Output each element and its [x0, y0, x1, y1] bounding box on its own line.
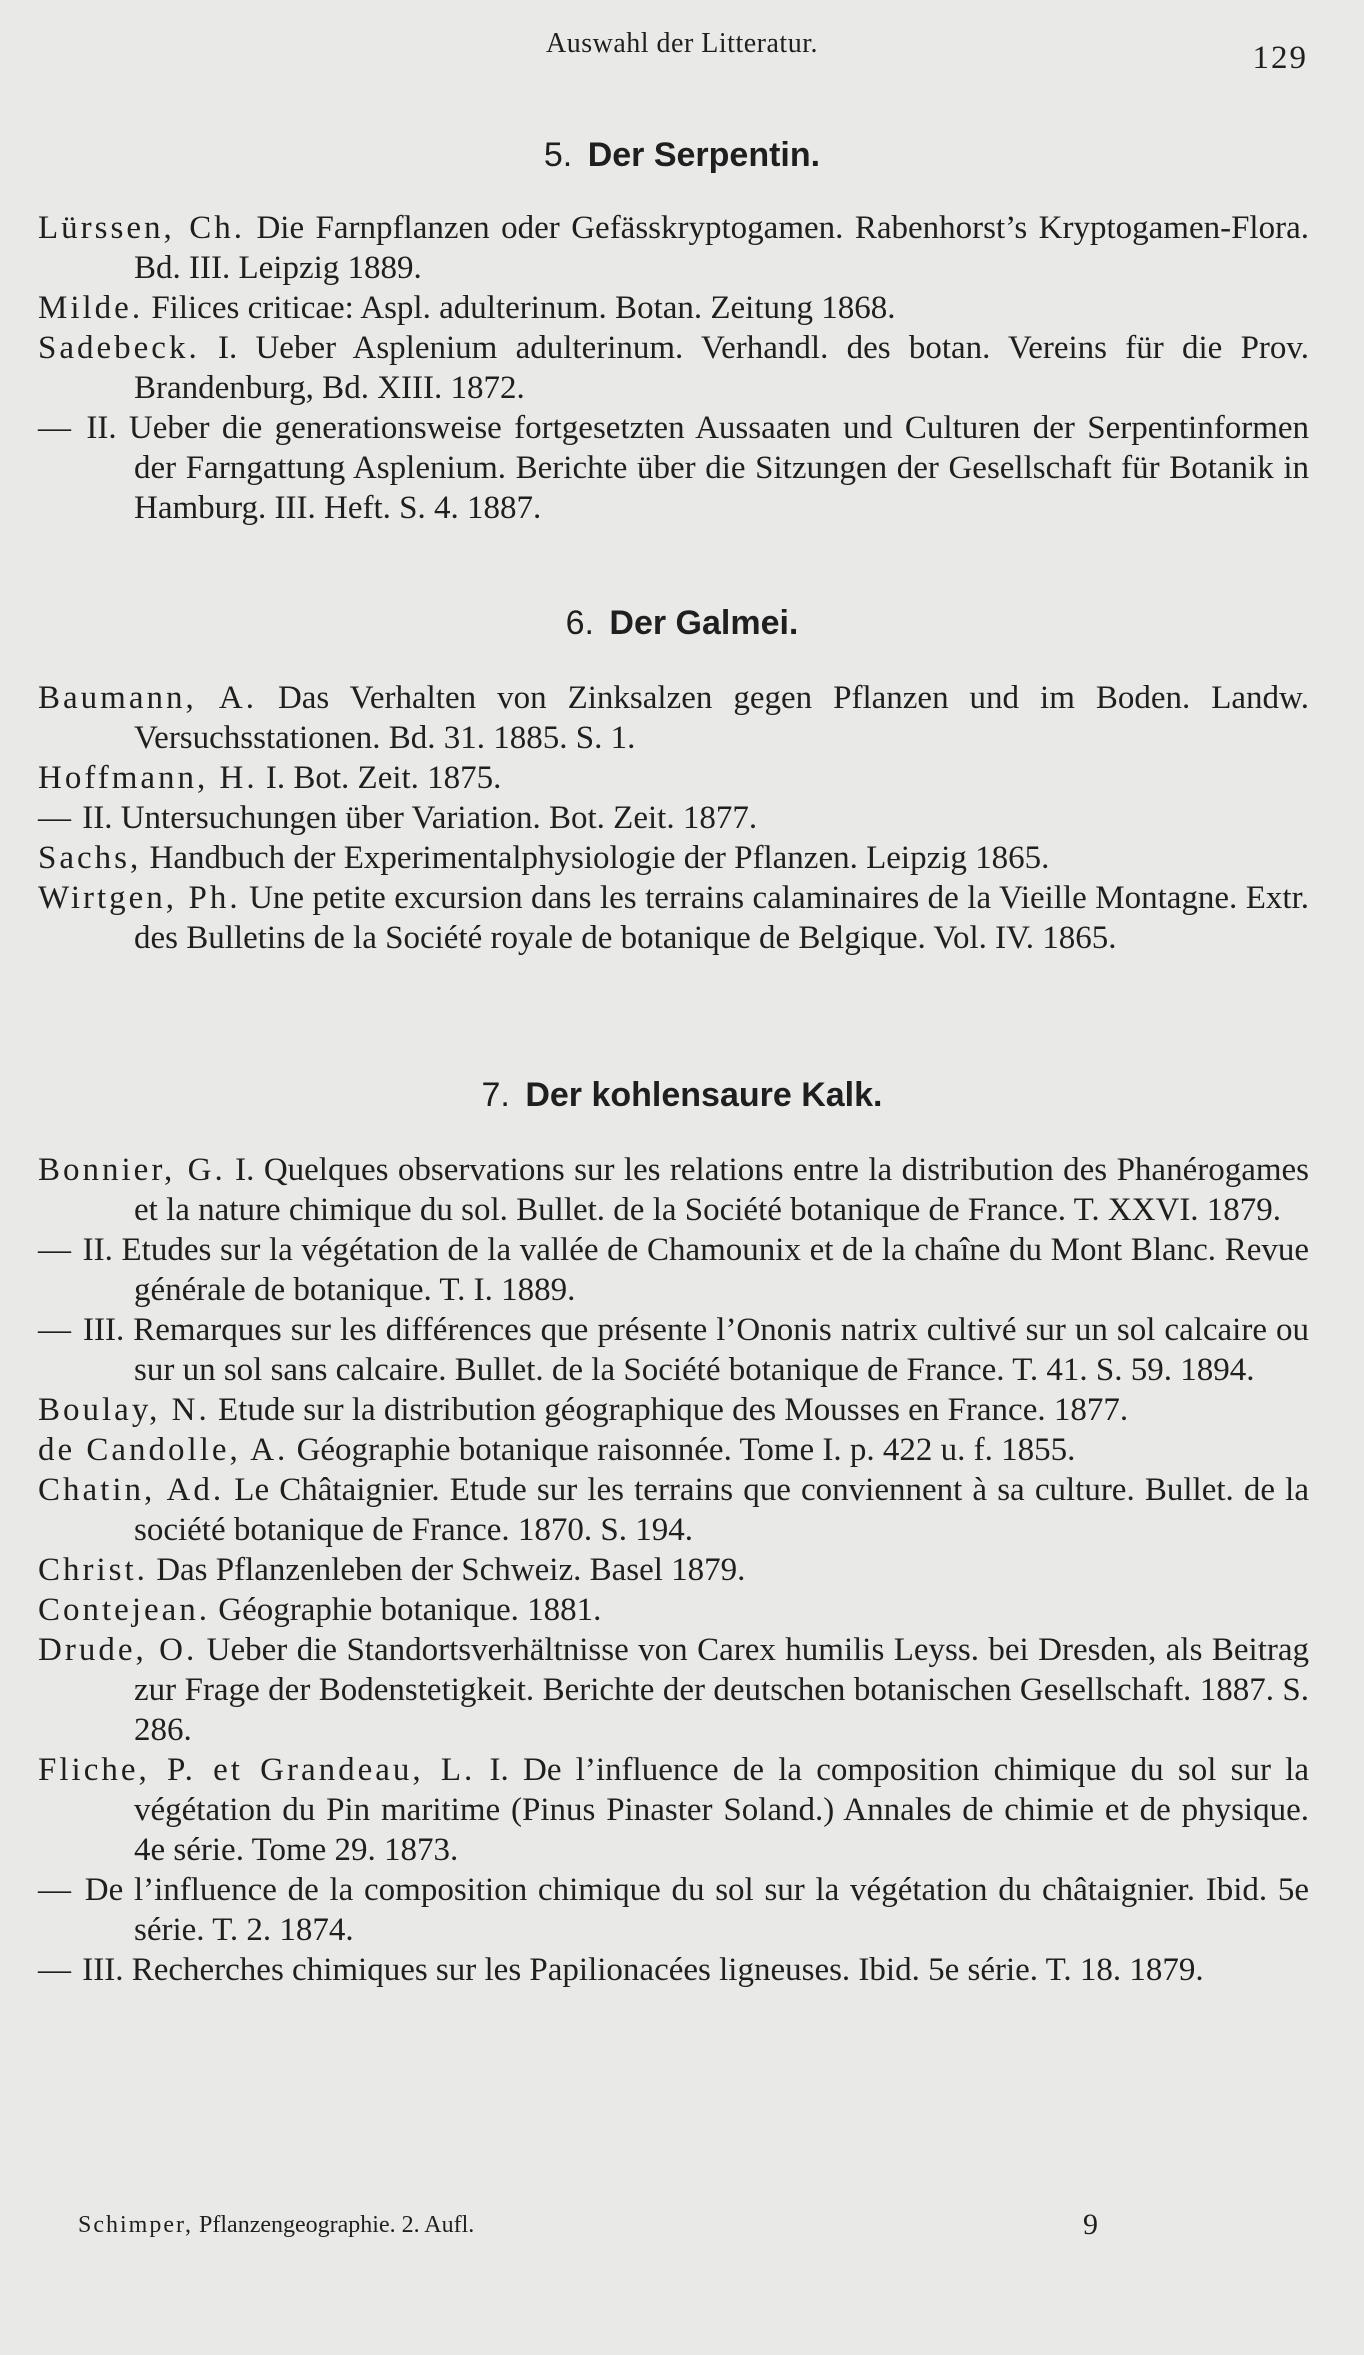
- footer-author: Schimper,: [78, 2212, 194, 2238]
- entry-text: III. Remarques sur les différences que présente l’Ononis natrix cultivé sur un sol calcaire ou sur un sol sans calcaire. Bullet. de la Société botanique de France. T. 41. S. 59. 1894.: [83, 1312, 1309, 1388]
- entry-author: Lürssen, Ch.: [38, 210, 245, 246]
- section-title: Der kohlensaure Kalk.: [525, 1076, 883, 1114]
- bibliography-entry: [38, 1150, 1309, 1230]
- entry-text: I. Ueber Asplenium adulterinum. Verhandl. des botan. Vereins für die Prov. Brandenburg, Bd. XIII. 1872.: [134, 330, 1310, 406]
- bibliography-entry: [38, 1230, 1309, 1310]
- bibliography-entry: [38, 288, 1309, 328]
- entry-author: Boulay, N.: [38, 1392, 210, 1428]
- bibliography-entry: [38, 1310, 1309, 1390]
- entry-author: de Candolle, A.: [38, 1432, 289, 1468]
- section-number: 6.: [565, 604, 594, 642]
- sheet-signature: 9: [1083, 2208, 1098, 2241]
- bibliography-entry: [38, 838, 1309, 878]
- entry-author: Christ.: [38, 1552, 148, 1588]
- section-entries-kohlensaure-kalk: [38, 1150, 1309, 1990]
- entry-author: Hoffmann, H.: [38, 760, 258, 796]
- page-number: 129: [1252, 40, 1308, 76]
- entry-author: —: [38, 1952, 74, 1988]
- entry-text: Das Verhalten von Zinksalzen gegen Pflanzen und im Boden. Landw. Versuchsstationen. Bd. 31. 1885. S. 1.: [134, 680, 1309, 756]
- footer-title: Pflanzengeographie. 2. Aufl.: [199, 2212, 475, 2238]
- entry-author: —: [38, 1232, 74, 1268]
- entry-text: Die Farnpflanzen oder Gefässkryptogamen. Rabenhorst’s Kryptogamen-Flora. Bd. III. Leipzig 1889.: [134, 210, 1309, 286]
- entry-author: Baumann, A.: [38, 680, 257, 716]
- bibliography-entry: [38, 1950, 1309, 1990]
- entry-text: I. Bot. Zeit. 1875.: [265, 760, 502, 796]
- entry-author: Chatin, Ad.: [38, 1472, 225, 1508]
- entry-author: Contejean.: [38, 1592, 211, 1628]
- bibliography-entry: [38, 1750, 1309, 1870]
- section-title: Der Serpentin.: [587, 136, 821, 174]
- entry-text: II. Ueber die generationsweise fortgesetzten Aussaaten und Culturen der Serpentinformen der Farngattung Asplenium. Berichte über die Sitzungen der Gesellschaft für Botanik in Hamburg. III. Heft. S. 4. 1887.: [86, 410, 1310, 526]
- bibliography-entry: [38, 408, 1309, 528]
- entry-text: Filices criticae: Aspl. adulterinum. Botan. Zeitung 1868.: [151, 290, 896, 326]
- entry-text: I. Quelques observations sur les relations entre la distribution des Phanérogames et la nature chimique du sol. Bullet. de la Société botanique de France. T. XXVI. 1879.: [134, 1152, 1310, 1228]
- entry-author: Fliche, P. et Grandeau, L.: [38, 1752, 476, 1788]
- entry-author: —: [38, 1872, 74, 1908]
- bibliography-entry: [38, 328, 1309, 408]
- entry-text: III. Recherches chimiques sur les Papilionacées ligneuses. Ibid. 5e série. T. 18. 1879.: [82, 1952, 1204, 1988]
- entry-author: —: [38, 410, 74, 446]
- entry-author: Milde.: [38, 290, 144, 326]
- bibliography-entry: [38, 1550, 1309, 1590]
- entry-text: II. Etudes sur la végétation de la vallée de Chamounix et de la chaîne du Mont Blanc. Revue générale de botanique. T. I. 1889.: [82, 1232, 1310, 1308]
- entry-author: Drude, O.: [38, 1632, 198, 1668]
- bibliography-entry: [38, 678, 1309, 758]
- bibliography-entry: [38, 878, 1309, 958]
- entry-author: Bonnier, G.: [38, 1152, 226, 1188]
- entry-text: Das Pflanzenleben der Schweiz. Basel 1879.: [156, 1552, 746, 1588]
- section-number: 7.: [481, 1076, 510, 1114]
- entry-text: Géographie botanique raisonnée. Tome I. p. 422 u. f. 1855.: [296, 1432, 1076, 1468]
- entry-text: Le Châtaignier. Etude sur les terrains que conviennent à sa culture. Bullet. de la société botanique de France. 1870. S. 194.: [134, 1472, 1309, 1548]
- running-head: Auswahl der Litteratur.: [546, 28, 818, 59]
- bibliography-entry: [38, 758, 1309, 798]
- entry-author: Wirtgen, Ph.: [38, 880, 241, 916]
- bibliography-entry: [38, 1870, 1309, 1950]
- page-footer: [78, 2208, 1364, 2241]
- entry-author: Sachs,: [38, 840, 142, 876]
- entry-text: Etude sur la distribution géographique des Mousses en France. 1877.: [218, 1392, 1129, 1428]
- entry-text: Géographie botanique. 1881.: [218, 1592, 602, 1628]
- bibliography-entry: [38, 1470, 1309, 1550]
- section-entries-serpentin: [38, 208, 1309, 528]
- bibliography-entry: [38, 1590, 1309, 1630]
- section-entries-galmei: [38, 678, 1309, 958]
- bibliography-entry: [38, 798, 1309, 838]
- section-title: Der Galmei.: [609, 604, 799, 642]
- entry-text: De l’influence de la composition chimique du sol sur la végétation du châtaignier. Ibid. 5e série. T. 2. 1874.: [84, 1872, 1309, 1948]
- entry-author: Sadebeck.: [38, 330, 200, 366]
- entry-text: Handbuch der Experimentalphysiologie der Pflanzen. Leipzig 1865.: [149, 840, 1050, 876]
- section-heading-kohlensaure-kalk: [0, 1076, 1364, 1115]
- bibliography-entry: [38, 1390, 1309, 1430]
- section-heading-serpentin: [0, 136, 1364, 175]
- entry-author: —: [38, 800, 74, 836]
- entry-text: Une petite excursion dans les terrains calaminaires de la Vieille Montagne. Extr. des Bulletins de la Société royale de botanique de Belgique. Vol. IV. 1865.: [134, 880, 1309, 956]
- entry-text: I. De l’influence de la composition chimique du sol sur la végétation du Pin maritime (Pinus Pinaster Soland.) Annales de chimie et de physique. 4e série. Tome 29. 1873.: [134, 1752, 1310, 1868]
- section-heading-galmei: [0, 604, 1364, 643]
- entry-text: Ueber die Standortsverhältnisse von Carex humilis Leyss. bei Dresden, als Beitrag zur Frage der Bodenstetigkeit. Berichte der deutschen botanischen Gesellschaft. 1887. S. 286.: [134, 1632, 1309, 1748]
- section-number: 5.: [543, 136, 573, 174]
- bibliography-entry: [38, 208, 1309, 288]
- entry-text: II. Untersuchungen über Variation. Bot. Zeit. 1877.: [82, 800, 758, 836]
- bibliography-entry: [38, 1430, 1309, 1470]
- bibliography-entry: [38, 1630, 1309, 1750]
- entry-author: —: [38, 1312, 74, 1348]
